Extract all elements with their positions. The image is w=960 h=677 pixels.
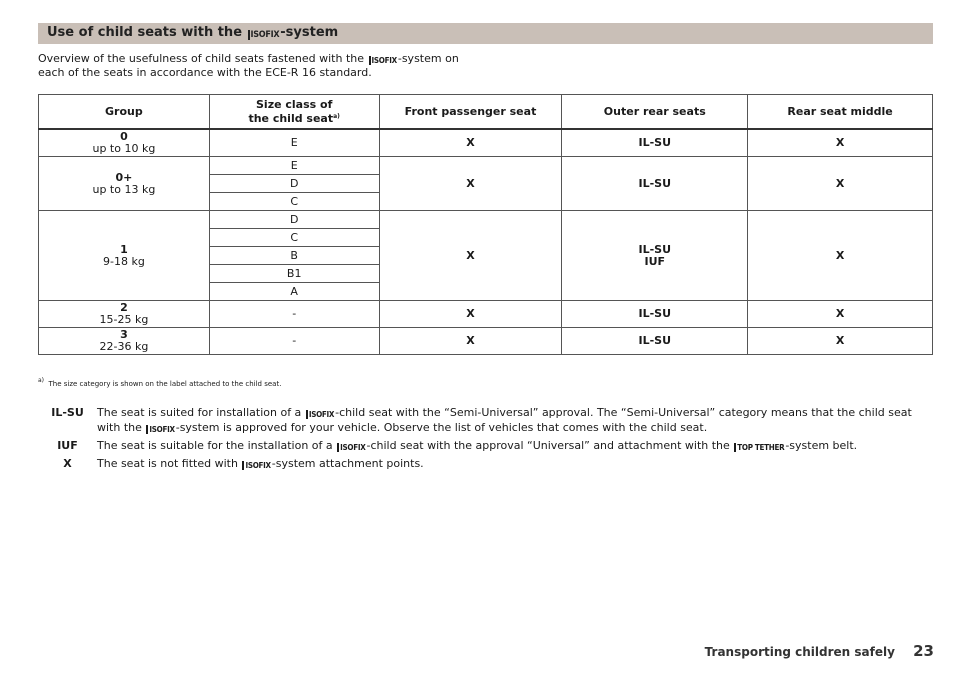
table-row: [39, 211, 933, 229]
legend-desc: [97, 438, 933, 453]
legend-row-iuf: [38, 438, 933, 453]
intro-paragraph: [38, 52, 478, 80]
front-seat-cell: X: [379, 129, 562, 157]
footnote-mark: a): [38, 377, 45, 384]
table-row: [39, 157, 933, 175]
outer-rear-cell: IL-SU: [562, 328, 748, 355]
group-number: 3: [120, 328, 128, 341]
intro-text-2: -system on each of the seats in accordance with the ECE-R 16 standard.: [38, 52, 459, 79]
header-size-line2: the child seat: [248, 111, 334, 125]
group-cell: [39, 211, 210, 301]
group-cell: [39, 301, 210, 328]
group-number: 2: [120, 301, 128, 314]
group-weight: 9-18 kg: [102, 254, 145, 268]
legend-text: The seat is suited for installation of a: [97, 406, 302, 419]
legend-text: -system attachment points.: [271, 457, 424, 470]
group-weight: 22-36 kg: [99, 340, 149, 353]
footnote-ref: a): [333, 112, 340, 120]
rear-middle-cell: X: [748, 157, 933, 211]
outer-rear-cell: IL-SU: [562, 129, 748, 157]
legend-text: -system is approved for your vehicle. Observe the list of vehicles that comes with the child seat.: [175, 421, 708, 434]
table-row: [39, 301, 933, 328]
legend-row-x: [38, 456, 933, 471]
group-weight: up to 10 kg: [92, 142, 156, 155]
isofix-logo-icon: ISOFIX: [242, 461, 270, 470]
isofix-logo-icon: ISOFIX: [146, 425, 174, 434]
page-number: 23: [913, 642, 934, 660]
size-class-cell: E: [209, 157, 379, 175]
section-title: [47, 25, 338, 40]
outer-rear-cell: IL-SU: [562, 301, 748, 328]
rear-middle-cell: X: [748, 328, 933, 355]
header-size-class: [209, 95, 379, 130]
legend-text: -system belt.: [785, 439, 858, 452]
size-class-cell: C: [209, 193, 379, 211]
legend-text: -child seat with the “Semi-Universal” approval. The “Semi-Universal” category means that the child seat with the: [97, 406, 912, 434]
size-class-cell: E: [209, 129, 379, 157]
front-seat-cell: X: [379, 157, 562, 211]
front-seat-cell: X: [379, 328, 562, 355]
legend-row-ilsu: [38, 405, 933, 435]
size-class-cell: D: [209, 211, 379, 229]
table-header-row: [39, 95, 933, 130]
size-class-cell: D: [209, 175, 379, 193]
group-number: 0+: [115, 170, 133, 184]
rear-middle-cell: X: [748, 211, 933, 301]
child-seat-table: [38, 94, 933, 355]
footer-section-title: Transporting children safely: [704, 645, 895, 659]
rear-middle-cell: X: [748, 129, 933, 157]
legend-text: The seat is suitable for the installation of a: [97, 439, 333, 452]
table-row: [39, 129, 933, 157]
front-seat-cell: X: [379, 211, 562, 301]
title-prefix: Use of child seats with the: [47, 25, 243, 40]
group-weight: 15-25 kg: [99, 313, 149, 326]
table-footnote: [38, 377, 281, 388]
isofix-logo-icon: ISOFIX: [306, 410, 334, 419]
group-cell: [39, 129, 210, 157]
isofix-logo-icon: ISOFIX: [369, 56, 397, 65]
outer-rear-value-2: IUF: [644, 254, 666, 268]
isofix-logo-icon: ISOFIX: [337, 443, 365, 452]
title-suffix: -system: [280, 25, 339, 40]
group-cell: [39, 157, 210, 211]
footnote-text: The size category is shown on the label attached to the child seat.: [48, 380, 282, 388]
outer-rear-cell: [562, 211, 748, 301]
group-cell: [39, 328, 210, 355]
size-class-cell: A: [209, 283, 379, 301]
intro-text-1: Overview of the usefulness of child seats fastened with the: [38, 52, 365, 65]
outer-rear-value: IL-SU: [638, 242, 672, 256]
legend-key: IUF: [57, 439, 78, 452]
section-header-bar: [38, 23, 933, 44]
legend: [38, 405, 933, 474]
size-class-cell: B1: [209, 265, 379, 283]
header-rear-middle: Rear seat middle: [748, 95, 933, 130]
group-weight: up to 13 kg: [92, 182, 156, 196]
legend-desc: [97, 456, 933, 471]
header-group: Group: [39, 95, 210, 130]
header-front-seat: Front passenger seat: [379, 95, 562, 130]
legend-key: X: [63, 457, 72, 470]
front-seat-cell: X: [379, 301, 562, 328]
page-footer: [705, 642, 934, 660]
legend-key: IL-SU: [51, 406, 84, 419]
group-number: 1: [120, 242, 128, 256]
legend-text: -child seat with the approval “Universal” and attachment with the: [366, 439, 730, 452]
legend-desc: [97, 405, 933, 435]
group-number: 0: [120, 130, 128, 143]
header-size-line1: Size class of: [256, 97, 333, 111]
size-class-cell: -: [209, 328, 379, 355]
size-class-cell: C: [209, 229, 379, 247]
isofix-logo-icon: ISOFIX: [248, 30, 280, 40]
size-class-cell: B: [209, 247, 379, 265]
legend-text: The seat is not fitted with: [97, 457, 238, 470]
header-outer-rear: Outer rear seats: [562, 95, 748, 130]
rear-middle-cell: X: [748, 301, 933, 328]
outer-rear-cell: IL-SU: [562, 157, 748, 211]
top-tether-logo-icon: TOP TETHER: [734, 443, 784, 452]
size-class-cell: -: [209, 301, 379, 328]
table-row: [39, 328, 933, 355]
